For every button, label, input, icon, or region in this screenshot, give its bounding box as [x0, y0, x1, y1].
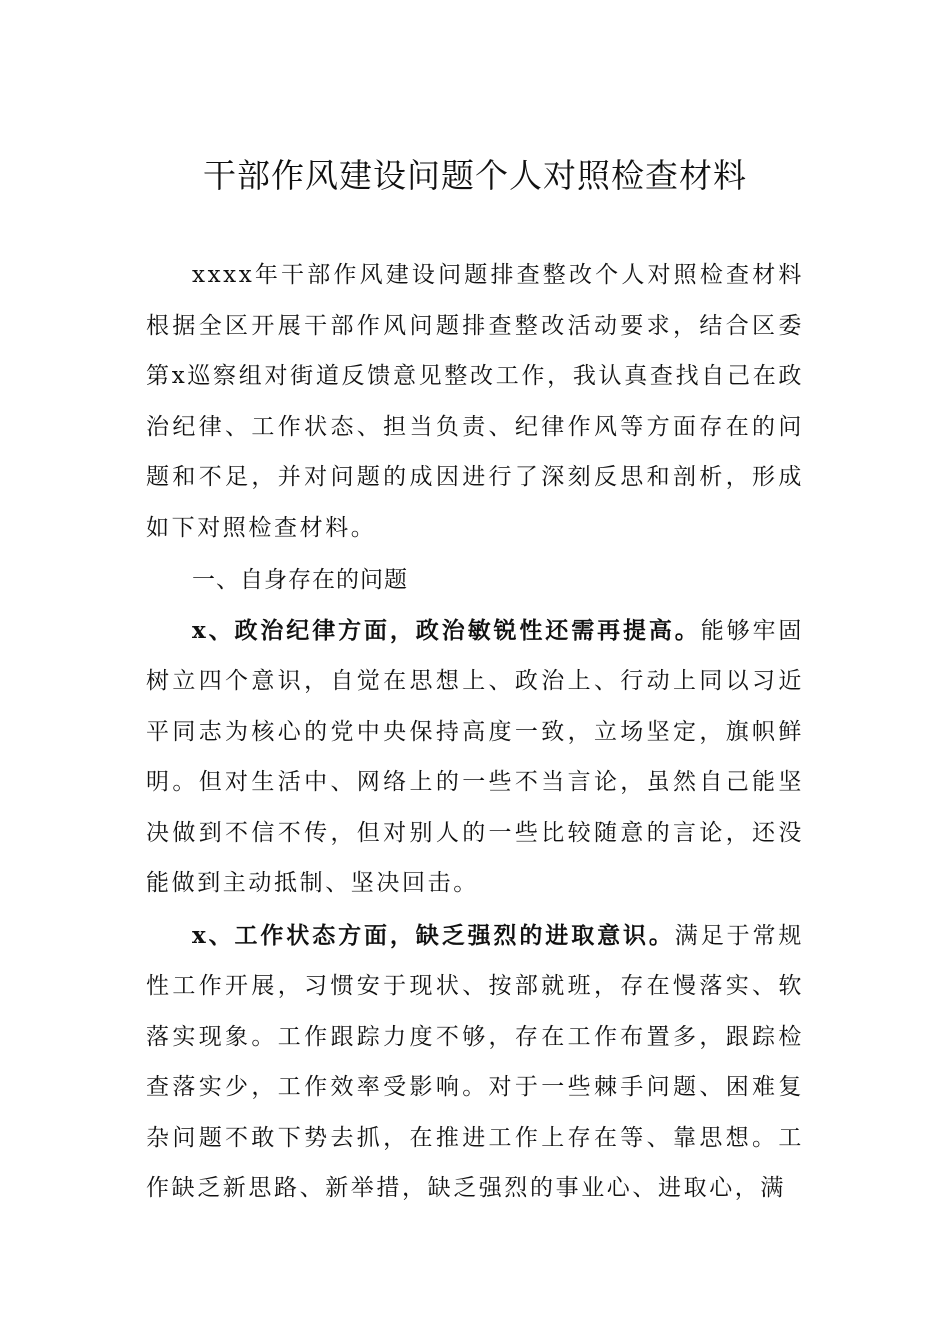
document-title: 干部作风建设问题个人对照检查材料: [203, 156, 747, 195]
item-text-work-state: 满足于常规性工作开展，习惯安于现状、按部就班，存在慢落实、软落实现象。工作跟踪力度不够，存在工作布置多，跟踪检查落实少，工作效率受影响。对于一些棘手问题、困难复杂问题不敢下势去抓，在推进工作上存在等、靠思想。工作缺乏新思路、新举措，缺乏强烈的事业心、进取心，满: [146, 922, 804, 1201]
intro-paragraph: xxxx年干部作风建设问题排查整改个人对照检查材料根据全区开展干部作风问题排查整改活动要求，结合区委第x巡察组对街道反馈意见整改工作，我认真查找自己在政治纪律、工作状态、担当负责、纪律作风等方面存在的问题和不足，并对问题的成因进行了深刻反思和剖析，形成如下对照检查材料。: [146, 262, 804, 541]
item-lead-political: x、政治纪律方面，政治敏锐性还需再提高。: [192, 616, 701, 644]
item-lead-work-state: x、工作状态方面，缺乏强烈的进取意识。: [192, 921, 675, 949]
section-heading: 一、自身存在的问题: [192, 567, 408, 593]
document-body: [146, 250, 804, 1214]
item-paragraph-work-state: [146, 911, 804, 1214]
item-text-political: 能够牢固树立四个意识，自觉在思想上、政治上、行动上同以习近平同志为核心的党中央保持高度一致，立场坚定，旗帜鲜明。但对生活中、网络上的一些不当言论，虽然自己能坚决做到不信不传，但对别人的一些比较随意的言论，还没能做到主动抵制、坚决回击。: [146, 617, 804, 896]
item-paragraph-political: [146, 606, 804, 909]
